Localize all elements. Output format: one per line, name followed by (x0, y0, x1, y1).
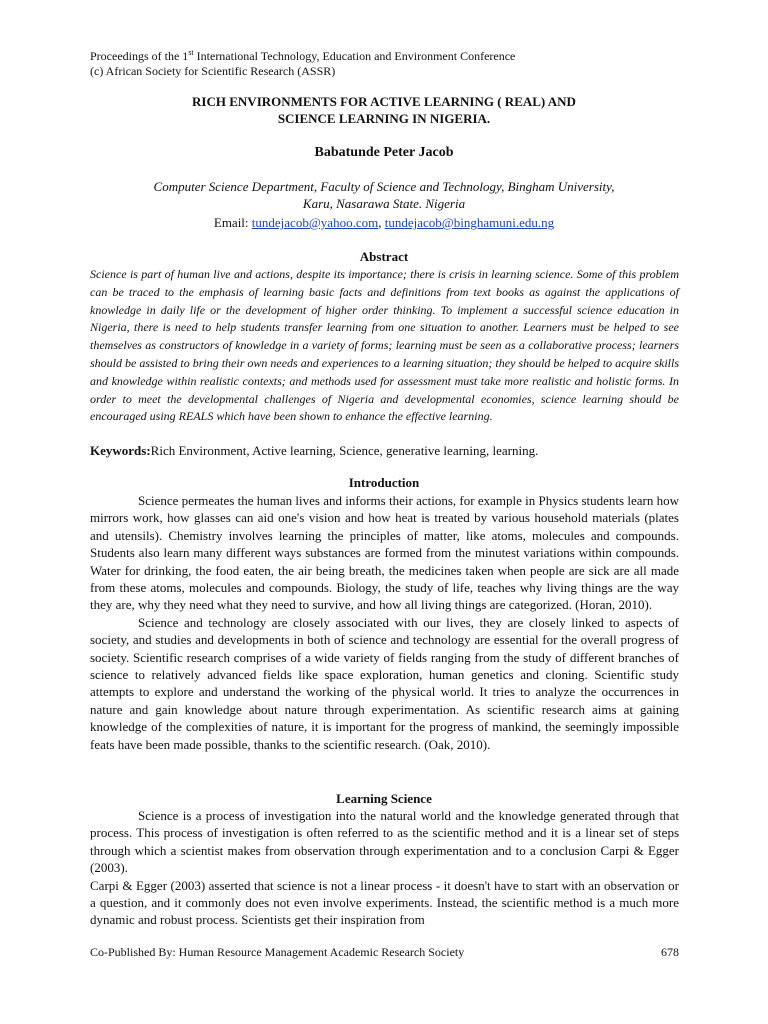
header-line-1: Proceedings of the 1st International Technology, Education and Environment Conference (90, 48, 516, 63)
introduction-paragraph-1: Science permeates the human lives and informs their actions, for example in Physics students learn how mirrors work, how glasses can aid one's vision and how heat is treated by various household materials (plates and utensils). Chemistry involves learning the principles of matter, like atoms, molecules and compounds. Students also learn many different ways substances are formed from the minutest variations within compounds. Water for drinking, the food eaten, the air being breath, the medicines taken when people are sick are all made from these atoms, molecules and compounds. Biology, the study of life, teaches why living things are the way they are, why they need what they need to survive, and how all living things are categorized. (Horan, 2010). (90, 493, 679, 613)
learning-science-body (90, 807, 679, 929)
introduction-paragraph-2: Science and technology are closely associated with our lives, they are closely linked to aspects of society, and studies and developments in both of science and technology are essential for the overall progress of society. Scientific research comprises of a wide variety of fields ranging from the study of different branches of science to relatively advanced fields like space exploration, human genetics and cloning. Scientific study attempts to explore and understand the working of the physical world. It tries to analyze the occurrences in nature and gain knowledge about nature through experimentation. As scientific research aims at gaining knowledge of the complexities of nature, it is important for the progress of mankind, the seemingly impossible feats have been made possible, thanks to the scientific research. (Oak, 2010). (90, 614, 679, 752)
email-link-bingham[interactable]: tundejacob@binghamuni.edu.ng (384, 215, 555, 230)
keywords: Keywords:Rich Environment, Active learning, Science, generative learning, learning. (90, 443, 539, 458)
introduction-body (90, 492, 679, 753)
abstract-text: Science is part of human live and actions, despite its importance; there is crisis in learning science. Some of this problem can be traced to the emphasis of learning basic facts and definitions from text books as against the applications of knowledge in daily life or the development of higher order thinking. To implement a successful science education in Nigeria, there is need to help students transfer learning from one situation to another. Learners must be helped to see themselves as constructors of knowledge in a variety of forms; learning must be seen as a collaborative process; learners should be assisted to bring their own needs and experiences to a learning situation; they should be helped to acquire skills and knowledge within realistic contexts; and methods used for assessment must take more realistic and holistic forms. In order to meet the developmental challenges of Nigeria and developmental economies, science learning should be encouraged using REALS which have been shown to enhance the effective learning. (90, 267, 679, 424)
learning-science-paragraph-2: Carpi & Egger (2003) asserted that science is not a linear process - it doesn't have to start with an observation or a question, and it commonly does not even involve experiments. Instead, the scientific method is a much more dynamic and robust process. Scientists get their inspiration from (90, 877, 679, 928)
learning-science-heading: Learning Science (336, 791, 432, 806)
learning-science-paragraph-1: Science is a process of investigation into the natural world and the knowledge generated through that process. This process of investigation is often referred to as the scientific method and it is a linear set of steps through which a scientist makes from observation through experimentation and to a conclusion Carpi & Egger (2003). (90, 808, 679, 876)
paper-title: RICH ENVIRONMENTS FOR ACTIVE LEARNING ( REAL) AND SCIENCE LEARNING IN NIGERIA. (192, 94, 576, 126)
author-email: Email: tundejacob@yahoo.com, tundejacob@binghamuni.edu.ng (213, 215, 555, 230)
author-affiliation: Computer Science Department, Faculty of Science and Technology, Bingham University, Karu, Nasarawa State. Nigeria (153, 179, 615, 211)
email-link-yahoo[interactable]: tundejacob@yahoo.com (251, 215, 379, 230)
footer-publisher: Co-Published By: Human Resource Management Academic Research Society (90, 945, 465, 959)
author-name: Babatunde Peter Jacob (314, 145, 454, 160)
page-number: 678 (661, 945, 679, 959)
introduction-heading: Introduction (348, 475, 420, 490)
conference-header (90, 45, 690, 79)
header-line-2: (c) African Society for Scientific Research (ASSR) (90, 64, 336, 78)
abstract-heading: Abstract (359, 249, 409, 264)
